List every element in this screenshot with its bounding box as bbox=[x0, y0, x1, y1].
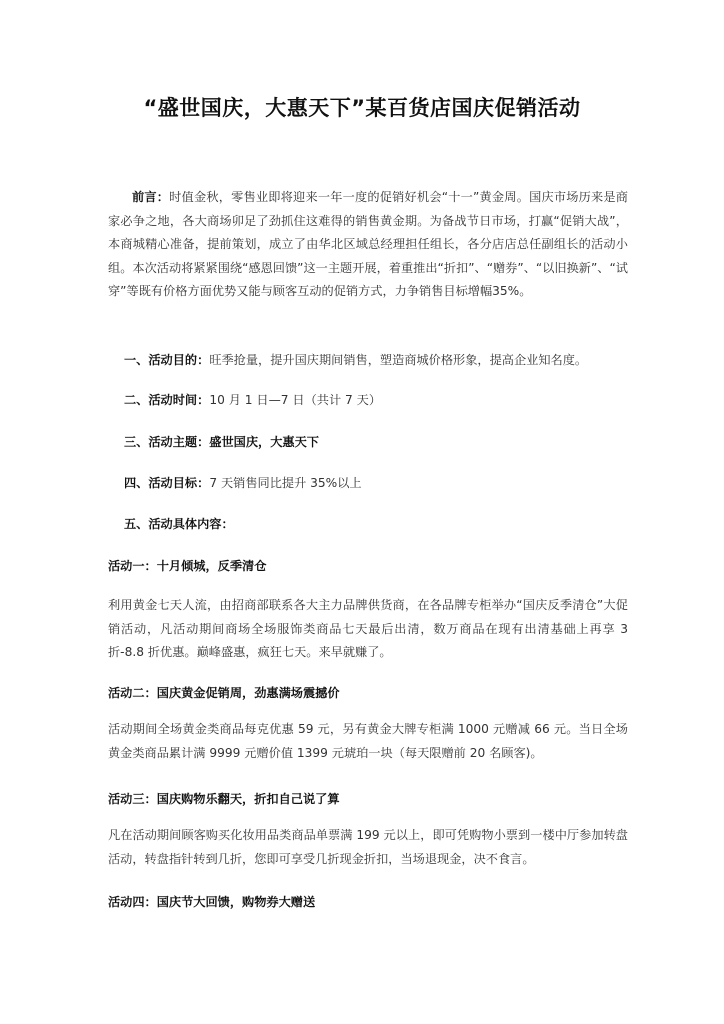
activity-1-body: 利用黄金七天人流，由招商部联系各大主力品牌供货商，在各品牌专柜举办“国庆反季清仓”大促销活动，凡活动期间商场全场服饰类商品七天最后出清，数万商品在现有出清基础上再享 3 折-8.8 折优惠。巅峰盛惠，疯狂七天。来早就赚了。 bbox=[108, 598, 628, 660]
item-time-label: 二、活动时间： bbox=[124, 393, 210, 407]
item-content-label: 五、活动具体内容： bbox=[124, 517, 234, 531]
item-time bbox=[124, 391, 381, 408]
document-title: “盛世国庆，大惠天下”某百货店国庆促销活动 bbox=[143, 96, 581, 120]
activity-3-heading: 活动三：国庆购物乐翻天，折扣自己说了算 bbox=[108, 792, 340, 806]
item-content bbox=[124, 515, 234, 532]
item-purpose-text: 旺季抢量，提升国庆期间销售，塑造商城价格形象，提高企业知名度。 bbox=[209, 353, 588, 367]
item-theme-label: 三、活动主题：盛世国庆，大惠天下 bbox=[124, 435, 319, 449]
intro-paragraph bbox=[108, 186, 628, 304]
intro-label: 前言： bbox=[132, 190, 170, 204]
intro-text: 时值金秋，零售业即将迎来一年一度的促销好机会“十一”黄金周。国庆市场历来是商家必争之地，各大商场卯足了劲抓住这难得的销售黄金期。为备战节日市场，打赢“促销大战”，本商城精心准备，提前策划，成立了由华北区域总经理担任组长，各分店店总任副组长的活动小组。本次活动将紧紧围绕“感恩回馈”这一主题开展，着重推出“折扣”、“赠券”、“以旧换新”、“试穿”等既有价格方面优势又能与顾客互动的促销方式，力争销售目标增幅35%。 bbox=[108, 190, 628, 299]
activity-3-body: 凡在活动期间顾客购买化妆用品类商品单票满 199 元以上，即可凭购物小票到一楼中厅参加转盘活动，转盘指针转到几折，您即可享受几折现金折扣，当场退现金，决不食言。 bbox=[108, 828, 628, 866]
item-goal-text: 7 天销售同比提升 35%以上 bbox=[209, 476, 362, 490]
item-goal bbox=[124, 474, 362, 491]
item-goal-label: 四、活动目标： bbox=[124, 476, 210, 490]
activity-2-body: 活动期间全场黄金类商品每克优惠 59 元，另有黄金大牌专柜满 1000 元赠减 66 元。当日全场黄金类商品累计满 9999 元赠价值 1399 元琥珀一块（每天限赠前 20 名顾客)。 bbox=[108, 722, 628, 760]
activity-1-heading: 活动一：十月倾城，反季清仓 bbox=[108, 559, 267, 573]
activity-4-heading: 活动四：国庆节大回馈，购物券大赠送 bbox=[108, 895, 316, 909]
item-theme bbox=[124, 433, 319, 450]
activity-2-heading: 活动二：国庆黄金促销周，劲惠满场震撼价 bbox=[108, 686, 340, 700]
item-time-text: 10 月 1 日—7 日（共计 7 天） bbox=[209, 393, 382, 407]
item-purpose bbox=[124, 351, 587, 368]
item-purpose-label: 一、活动目的： bbox=[124, 353, 210, 367]
